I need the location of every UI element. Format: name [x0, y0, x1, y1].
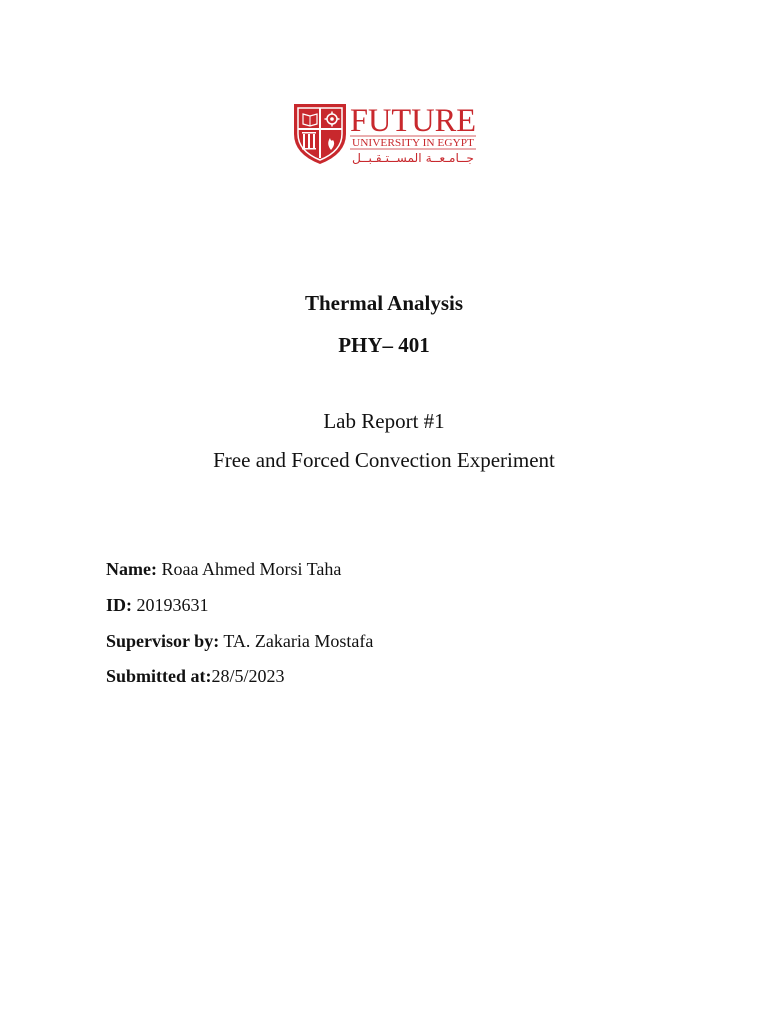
logo-arabic-name: جــامـعــة المســتـقـبــل [352, 151, 474, 165]
university-logo [290, 100, 480, 166]
student-id-field [106, 595, 209, 616]
supervisor-label: Supervisor by: [106, 631, 220, 651]
report-number: Lab Report #1 [323, 409, 445, 433]
submitted-value: 28/5/2023 [211, 666, 285, 686]
course-code: PHY– 401 [338, 333, 430, 357]
submitted-field [106, 666, 285, 687]
supervisor-value: TA. Zakaria Mostafa [219, 631, 374, 651]
id-label: ID: [106, 595, 132, 615]
name-value: Roaa Ahmed Morsi Taha [156, 559, 342, 579]
student-name-field [106, 559, 341, 580]
id-value: 20193631 [132, 595, 209, 615]
shield-crest-icon [294, 104, 346, 164]
course-title: Thermal Analysis [304, 291, 464, 315]
logo-subtitle: UNIVERSITY IN EGYPT [352, 138, 474, 149]
name-label: Name: [106, 559, 157, 579]
logo-wordmark: FUTURE [350, 103, 476, 139]
supervisor-field [106, 631, 373, 652]
submitted-label: Submitted at: [106, 666, 212, 686]
report-name: Free and Forced Convection Experiment [213, 448, 555, 472]
